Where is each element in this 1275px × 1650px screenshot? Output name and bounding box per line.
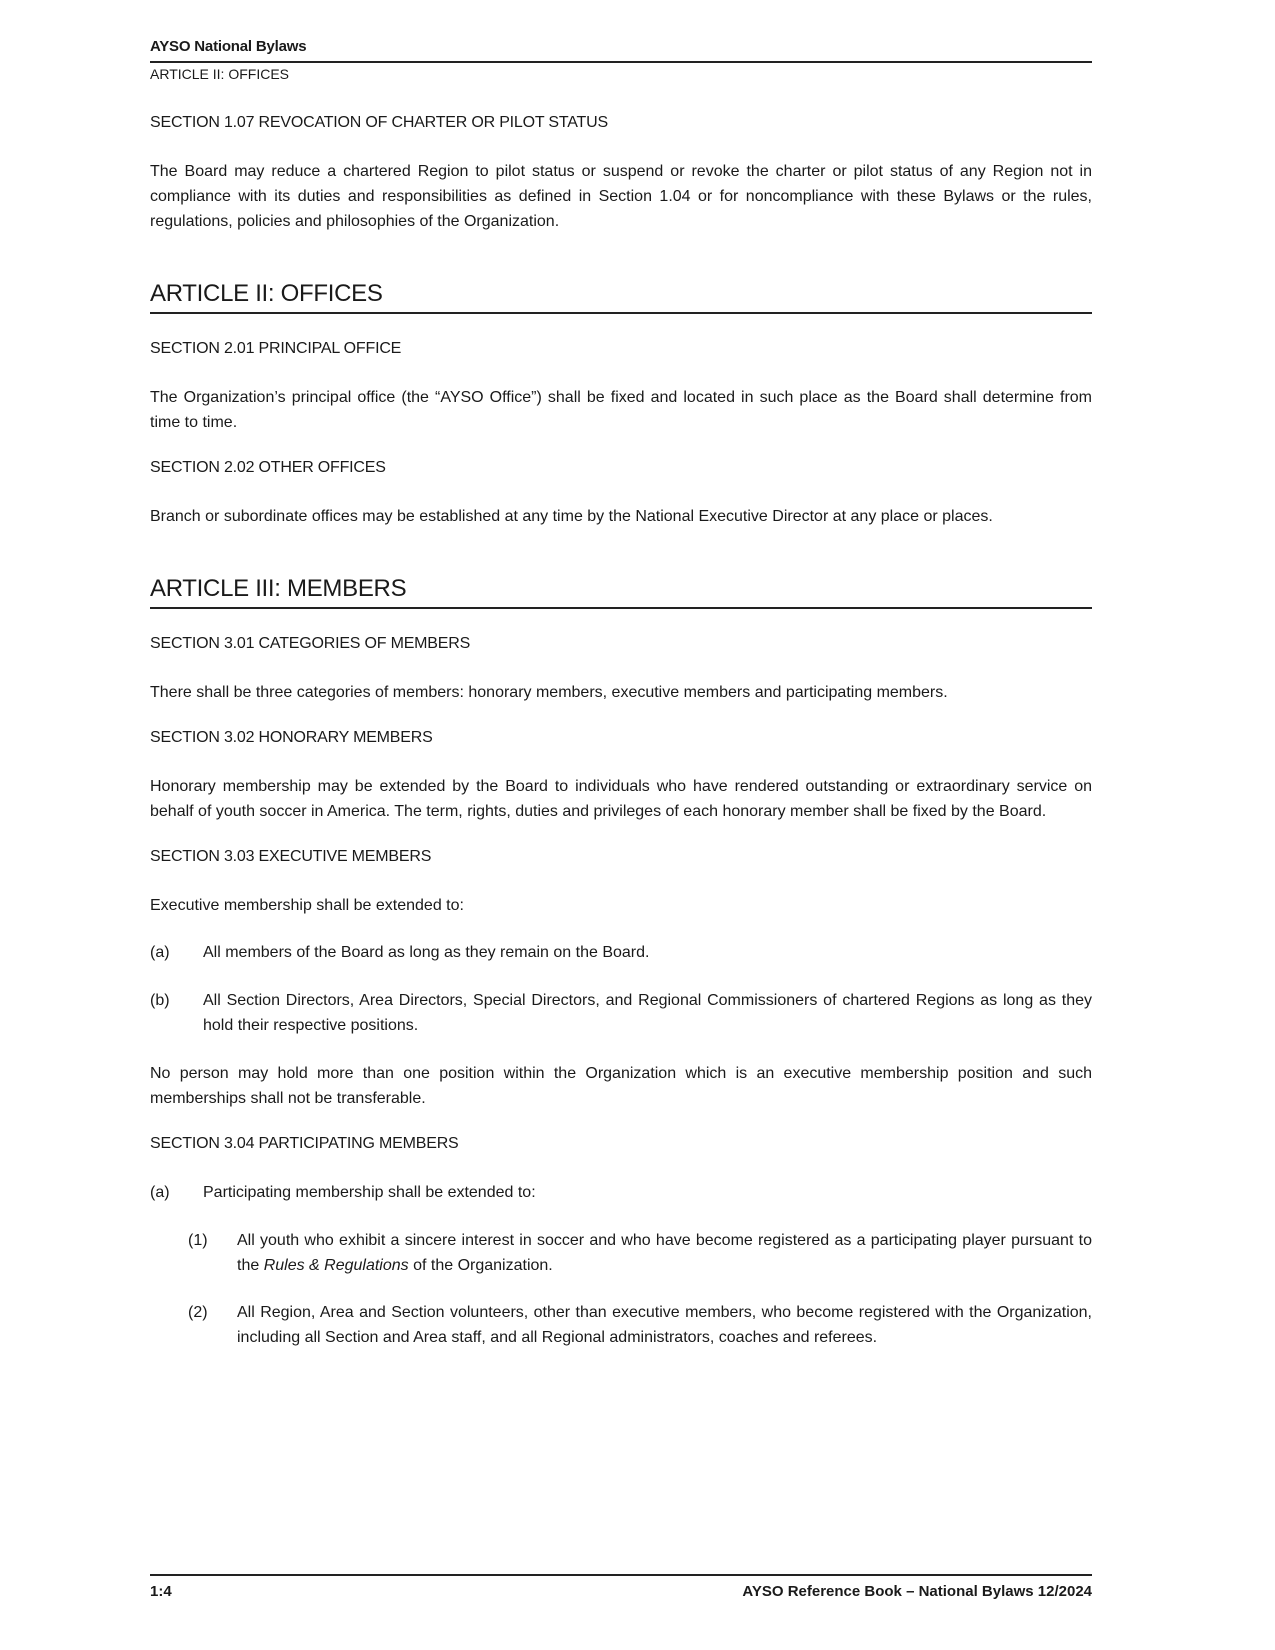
list-item-text: Participating membership shall be extended to: <box>203 1184 536 1201</box>
rules-regulations-italic: Rules & Regulations <box>263 1257 409 1274</box>
section-2-01-body: The Organization’s principal office (the “AYSO Office”) shall be fixed and located in such place as the Board shall determine from time to time. <box>150 389 1092 431</box>
section-3-01-heading: SECTION 3.01 CATEGORIES OF MEMBERS <box>150 635 471 652</box>
page-content <box>150 112 1092 1372</box>
section-2-01-heading: SECTION 2.01 PRINCIPAL OFFICE <box>150 340 402 357</box>
section-1-07-body: The Board may reduce a chartered Region to pilot status or suspend or revoke the charter or pilot status of any Region not in compliance with its duties and responsibilities as defined in Section 1.04 or for noncompliance with these Bylaws or the rules, regulations, policies and philosophies of the Organization. <box>150 163 1092 230</box>
running-header-title: AYSO National Bylaws <box>150 38 307 55</box>
document-page <box>150 0 1092 1650</box>
sub-list-item <box>188 1300 1092 1350</box>
sub-list-item-text: All Region, Area and Section volunteers, other than executive members, who become registered with the Organization, including all Section and Area staff, and all Regional administrators, coaches and referees. <box>237 1304 1092 1346</box>
article-3-title: ARTICLE III: MEMBERS <box>150 575 407 602</box>
page-number: 1:4 <box>150 1583 172 1600</box>
footer-book-title: AYSO Reference Book – National Bylaws 12/2024 <box>742 1583 1092 1600</box>
list-item-label: (a) <box>150 1184 170 1201</box>
section-3-01-body: There shall be three categories of members: honorary members, executive members and participating members. <box>150 684 948 701</box>
section-2-02-heading: SECTION 2.02 OTHER OFFICES <box>150 459 386 476</box>
running-header-subtitle: ARTICLE II: OFFICES <box>150 66 289 82</box>
list-item-label: (a) <box>150 944 170 961</box>
list-item-text: All members of the Board as long as they remain on the Board. <box>203 944 650 961</box>
section-3-03-heading: SECTION 3.03 EXECUTIVE MEMBERS <box>150 848 432 865</box>
sub-list-item-label: (1) <box>188 1232 208 1249</box>
section-1-07-heading: SECTION 1.07 REVOCATION OF CHARTER OR PILOT STATUS <box>150 114 608 131</box>
sub-list-item <box>188 1228 1092 1278</box>
section-2-02-body: Branch or subordinate offices may be established at any time by the National Executive Director at any place or places. <box>150 508 993 525</box>
section-3-04-heading: SECTION 3.04 PARTICIPATING MEMBERS <box>150 1135 459 1152</box>
section-3-02-heading: SECTION 3.02 HONORARY MEMBERS <box>150 729 433 746</box>
article-3-header <box>150 573 1092 609</box>
section-3-03-closing: No person may hold more than one position within the Organization which is an executive membership position and such memberships shall not be transferable. <box>150 1065 1092 1107</box>
sub-item-text-after: of the Organization. <box>408 1257 553 1274</box>
list-item <box>150 988 1092 1038</box>
sub-list-item-label: (2) <box>188 1304 208 1321</box>
section-3-03-intro: Executive membership shall be extended to: <box>150 897 464 914</box>
list-item <box>150 940 1092 965</box>
list-item-label: (b) <box>150 992 170 1009</box>
list-item <box>150 1180 1092 1205</box>
sub-list-item-text <box>237 1228 1092 1278</box>
article-2-title: ARTICLE II: OFFICES <box>150 280 383 307</box>
section-3-02-body: Honorary membership may be extended by the Board to individuals who have rendered outstanding or extraordinary service on behalf of youth soccer in America. The term, rights, duties and privileges of each honorary member shall be fixed by the Board. <box>150 778 1092 820</box>
header-rule <box>150 61 1092 63</box>
article-2-header <box>150 278 1092 314</box>
list-item-text: All Section Directors, Area Directors, Special Directors, and Regional Commissioners of chartered Regions as long as they hold their respective positions. <box>203 992 1092 1034</box>
sub-item-text-before: All youth who exhibit a sincere interest in soccer and who have become registered as a participating player pursuant to the <box>237 1232 1092 1274</box>
footer-rule <box>150 1574 1092 1576</box>
